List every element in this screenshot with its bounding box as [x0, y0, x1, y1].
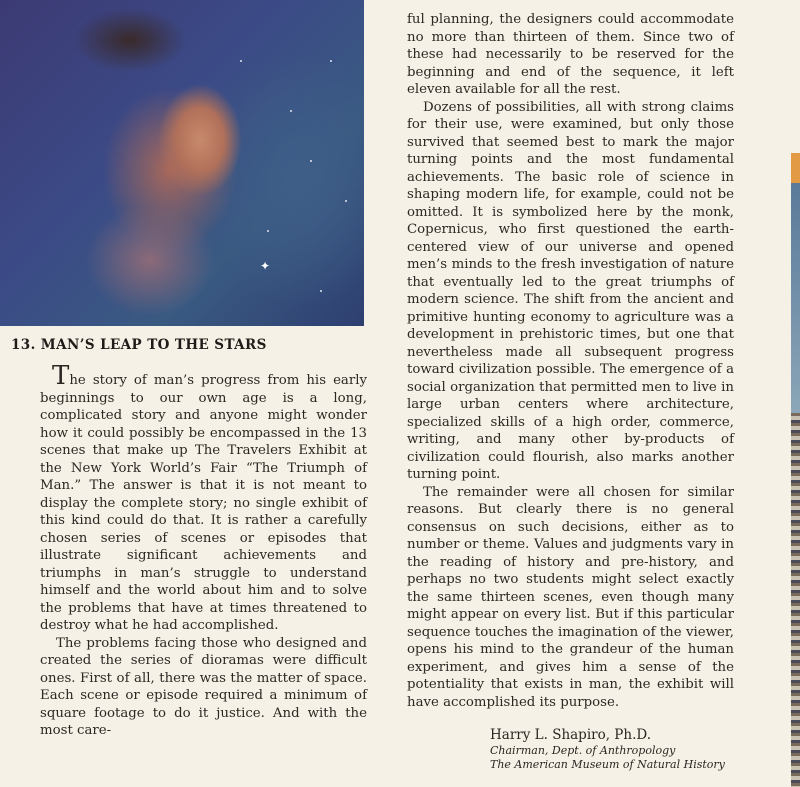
paragraph: The remainder were all chosen for similar reasons. But clearly there is no general consensus on such decisions, either as to number or theme. Values and judgments vary in the reading of history and pre-history, and perhaps no two students might select exactly the same thirteen scenes, even though many might appear on every list. But if this particular sequence touches the imagination of the viewer, opens his mind to the grandeur of the human experiment, and gives him a sense of the potentiality that exists in man, the exhibit will have accomplished its purpose. [407, 484, 734, 710]
paragraph: ful planning, the designers could accommodate no more than thirteen of them. Since two of these had necessarily to be reserved for the beginning and end of the sequence, it left eleven available for all the rest. [407, 12, 734, 97]
page-edge-orange-band [791, 153, 800, 183]
star-decoration [310, 160, 312, 162]
author-signature [490, 727, 750, 772]
page-edge-blue-band [791, 183, 800, 413]
drop-cap: T [52, 361, 70, 391]
star-decoration [290, 110, 292, 112]
author-institution: The American Museum of Natural History [490, 758, 725, 771]
paragraph: The problems facing those who designed and created the series of dioramas were difficult ones. First of all, there was the matter of space. Each scene or episode required a minimum of square footage to do it justice. And with the most care- [40, 635, 367, 738]
author-name: Harry L. Shapiro, Ph.D. [490, 727, 652, 743]
article-column-1 [40, 361, 367, 740]
portrait-illustration [0, 0, 364, 326]
author-title: Chairman, Dept. of Anthropology [490, 744, 676, 757]
paragraph-text: he story of man’s progress from his early beginnings to our own age is a long, complicated story and anyone might wonder how it could possibly be encompassed in the 13 scenes that make up The Travelers Exhibit at the New York World’s Fair “The Triumph of Man.” The answer is that it is not meant to display the complete story; no single exhibit of this kind could do that. It is rather a carefully chosen series of scenes or episodes that illustrate significant achievements and triumphs in man’s struggle to understand himself and the world about him and to solve the problems that have at times threatened to destroy what he had accomplished. [40, 373, 367, 633]
star-decoration [320, 290, 322, 292]
star-decoration [330, 60, 332, 62]
star-decoration [345, 200, 347, 202]
article-heading: 13. MAN’S LEAP TO THE STARS [11, 337, 267, 353]
adjacent-page-edge [791, 153, 800, 787]
paragraph: Dozens of possibilities, all with strong claims for their use, were examined, but only those survived that seemed best to mark the major turning points and the most fundamental achievements. The basic role of science in shaping modern life, for example, could not be omitted. It is symbolized here by the monk, Copernicus, who first questioned the earth-centered view of our universe and opened men’s minds to the fresh investigation of nature that eventually led to the great triumphs of modern science. The shift from the ancient and primitive hunting economy to agriculture was a development in prehistoric times, but one that nevertheless made all subsequent progress toward civilization possible. The emergence of a social organization that permitted men to live in large urban centers where architecture, specialized skills of a high order, commerce, writing, and many other by-products of civilization could flourish, also marks another turning point. [407, 99, 734, 482]
star-decoration [267, 230, 269, 232]
page-edge-scene-band [791, 413, 800, 787]
star-decoration: ✦ [260, 259, 271, 273]
paragraph [40, 361, 367, 635]
star-decoration [240, 60, 242, 62]
article-column-2 [407, 11, 734, 711]
